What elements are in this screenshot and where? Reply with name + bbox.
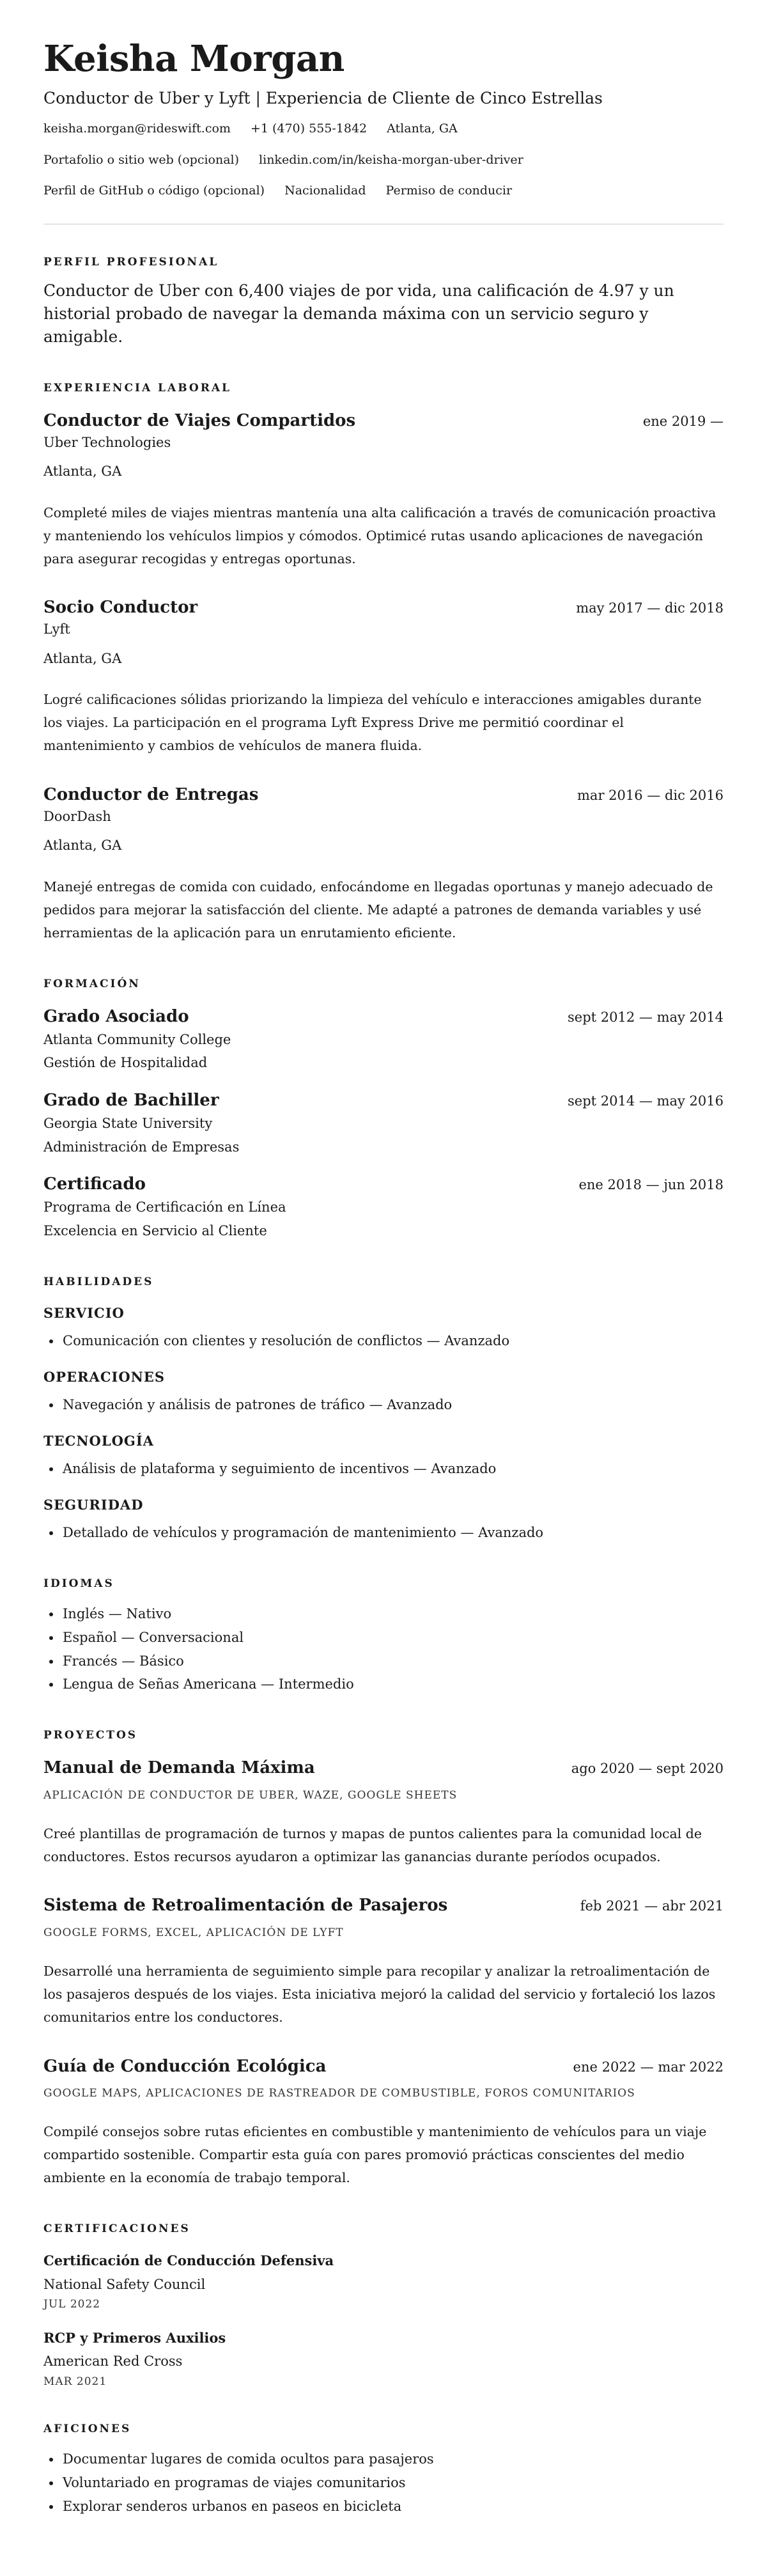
education-field: Gestión de Hospitalidad (43, 1055, 208, 1071)
skill-list (43, 1329, 724, 1353)
experience-description: Completé miles de viajes mientras mantenía una alta calificación a través de comunicación proactiva y manteniendo los vehículos limpios y cómodos. Optimicé rutas usando aplicaciones de navegación para asegurar recogidas y entregas oportunas. (43, 504, 717, 566)
education-entry (43, 1174, 724, 1242)
projects-section (43, 1728, 724, 2190)
experience-dates: may 2017 — dic 2018 (576, 600, 724, 616)
experience-role: Socio Conductor (43, 598, 198, 618)
experience-dates: ene 2019 — (642, 413, 724, 429)
skill-group-name: SERVICIO (43, 1304, 125, 1321)
skills-section (43, 1275, 724, 1545)
education-title: FORMACIÓN (43, 977, 141, 990)
project-tech: APLICACIÓN DE CONDUCTOR DE UBER, WAZE, GOOGLE SHEETS (43, 1788, 458, 1802)
experience-location: Atlanta, GA (43, 464, 122, 480)
skill-group (43, 1432, 724, 1481)
hobby-list (43, 2447, 724, 2518)
project-description: Compilé consejos sobre rutas eficientes en combustible y mantenimiento de vehículos para un viaje compartido sostenible. Compartir esta guía con pares promovió prácticas conscientes del medio ambiente en la economía de trabajo temporal. (43, 2124, 707, 2185)
education-degree: Grado Asociado (43, 1006, 189, 1026)
project-tech: GOOGLE FORMS, EXCEL, APLICACIÓN DE LYFT (43, 1926, 344, 1940)
contact-line-2 (43, 152, 724, 169)
skill-group-name: OPERACIONES (43, 1368, 166, 1385)
education-section (43, 977, 724, 1243)
contact-location: Atlanta, GA (387, 121, 458, 136)
project-entry (43, 2056, 724, 2190)
education-field: Administración de Empresas (43, 1139, 240, 1155)
skill-item: • Navegación y análisis de patrones de tráfico — Avanzado (61, 1393, 724, 1417)
certifications-title: CERTIFICACIONES (43, 2222, 190, 2235)
contact-github[interactable]: Perfil de GitHub o código (opcional) (43, 183, 265, 198)
project-tech: GOOGLE MAPS, APLICACIONES DE RASTREADOR DE COMBUSTIBLE, FOROS COMUNITARIOS (43, 2087, 635, 2100)
project-description: Desarrollé una herramienta de seguimiento simple para recopilar y analizar la retroalimentación de los pasajeros después de los viajes. Esta iniciativa mejoró la calidad del servicio y fortaleció los lazos comunitarios entre los conductores. (43, 1963, 716, 2025)
education-entry (43, 1006, 724, 1075)
contact-phone[interactable]: +1 (470) 555-1842 (250, 121, 368, 136)
contact-nationality: Nacionalidad (284, 183, 366, 198)
experience-role: Conductor de Entregas (43, 785, 259, 805)
certification-name: Certificación de Conducción Defensiva (43, 2252, 334, 2268)
contact-line-3 (43, 182, 724, 199)
hobby-item: • Voluntariado en programas de viajes comunitarios (61, 2471, 724, 2495)
education-degree: Certificado (43, 1175, 146, 1194)
education-school: Programa de Certificación en Línea (43, 1199, 286, 1215)
skill-list (43, 1521, 724, 1545)
hobbies-title: AFICIONES (43, 2423, 132, 2436)
education-field: Excelencia en Servicio al Cliente (43, 1222, 267, 1238)
summary-text: Conductor de Uber con 6,400 viajes de por vida, una calificación de 4.97 y un historial probado de navegar la demanda máxima con un servicio seguro y amigable. (43, 281, 674, 347)
candidate-headline: Conductor de Uber y Lyft | Experiencia de Cliente de Cinco Estrellas (43, 88, 603, 107)
skill-group-name: SEGURIDAD (43, 1496, 144, 1513)
certification-date: JUL 2022 (43, 2298, 101, 2311)
education-school: Georgia State University (43, 1115, 213, 1131)
project-dates: ago 2020 — sept 2020 (571, 1761, 724, 1777)
hobby-item: • Explorar senderos urbanos en paseos en bicicleta (61, 2495, 724, 2518)
project-name: Guía de Conducción Ecológica (43, 2056, 327, 2076)
summary-section (43, 255, 724, 349)
experience-entry (43, 785, 724, 945)
language-item: • Inglés — Nativo (61, 1602, 724, 1626)
contact-line-1 (43, 120, 724, 137)
certification-issuer: National Safety Council (43, 2276, 206, 2292)
education-dates: sept 2012 — may 2014 (568, 1009, 724, 1025)
experience-dates: mar 2016 — dic 2016 (577, 788, 724, 804)
experience-company: DoorDash (43, 808, 111, 824)
contact-linkedin[interactable]: linkedin.com/in/keisha-morgan-uber-driver (259, 152, 523, 167)
project-entry (43, 1895, 724, 2029)
resume-header (43, 40, 724, 199)
education-dates: ene 2018 — jun 2018 (578, 1177, 724, 1193)
language-item: • Lengua de Señas Americana — Intermedio (61, 1673, 724, 1696)
languages-title: IDIOMAS (43, 1577, 114, 1590)
language-item: • Español — Conversacional (61, 1626, 724, 1650)
skill-group-name: TECNOLOGÍA (43, 1432, 154, 1449)
certifications-section (43, 2222, 724, 2390)
education-degree: Grado de Bachiller (43, 1091, 219, 1111)
project-dates: feb 2021 — abr 2021 (580, 1898, 724, 1914)
skill-group (43, 1368, 724, 1417)
certification-entry (43, 2250, 724, 2313)
skill-item: • Detallado de vehículos y programación de mantenimiento — Avanzado (61, 1521, 724, 1545)
experience-role: Conductor de Viajes Compartidos (43, 410, 356, 430)
projects-title: PROYECTOS (43, 1729, 138, 1742)
certification-issuer: American Red Cross (43, 2354, 183, 2369)
project-name: Manual de Demanda Máxima (43, 1758, 315, 1778)
language-item: • Francés — Básico (61, 1650, 724, 1673)
certification-entry (43, 2327, 724, 2391)
experience-description: Manejé entregas de comida con cuidado, enfocándome en llegadas oportunas y manejo adecuado de pedidos para mejorar la satisfacción del cliente. Me adapté a patrones de demanda variables y usé herramientas de la aplicación para un enrutamiento eficiente. (43, 879, 713, 941)
experience-title: EXPERIENCIA LABORAL (43, 381, 231, 394)
education-entry (43, 1090, 724, 1159)
candidate-name: Keisha Morgan (43, 38, 345, 80)
project-dates: ene 2022 — mar 2022 (573, 2059, 724, 2075)
education-dates: sept 2014 — may 2016 (568, 1093, 724, 1109)
skill-list (43, 1457, 724, 1481)
hobby-item: • Documentar lugares de comida ocultos para pasajeros (61, 2447, 724, 2471)
contact-portfolio[interactable]: Portafolio o sitio web (opcional) (43, 152, 240, 167)
experience-entry (43, 597, 724, 758)
skills-title: HABILIDADES (43, 1275, 154, 1288)
certification-date: MAR 2021 (43, 2375, 107, 2388)
skill-item: • Análisis de plataforma y seguimiento de incentivos — Avanzado (61, 1457, 724, 1481)
skill-group (43, 1496, 724, 1545)
skill-group (43, 1304, 724, 1353)
summary-title: PERFIL PROFESIONAL (43, 255, 219, 269)
skill-list (43, 1393, 724, 1417)
experience-entry (43, 410, 724, 571)
experience-location: Atlanta, GA (43, 838, 122, 854)
hobbies-section (43, 2422, 724, 2518)
contact-license: Permiso de conducir (385, 183, 513, 198)
language-list (43, 1602, 724, 1696)
experience-section (43, 381, 724, 945)
experience-location: Atlanta, GA (43, 650, 122, 666)
project-name: Sistema de Retroalimentación de Pasajeros (43, 1896, 448, 1916)
project-entry (43, 1758, 724, 1868)
experience-company: Uber Technologies (43, 434, 171, 450)
experience-company: Lyft (43, 621, 70, 637)
skill-item: • Comunicación con clientes y resolución de conflictos — Avanzado (61, 1329, 724, 1353)
education-school: Atlanta Community College (43, 1031, 231, 1047)
certification-name: RCP y Primeros Auxilios (43, 2329, 226, 2346)
experience-description: Logré calificaciones sólidas priorizando la limpieza del vehículo e interacciones amigables durante los viajes. La participación en el programa Lyft Express Drive me permitió coordinar el mantenimiento y cambios de vehículos de manera fluida. (43, 692, 702, 754)
languages-section (43, 1577, 724, 1696)
contact-email[interactable]: keisha.morgan@rideswift.com (43, 121, 231, 136)
project-description: Creé plantillas de programación de turnos y mapas de puntos calientes para la comunidad local de conductores. Estos recursos ayudaron a optimizar las ganancias durante períodos ocupados. (43, 1825, 702, 1864)
